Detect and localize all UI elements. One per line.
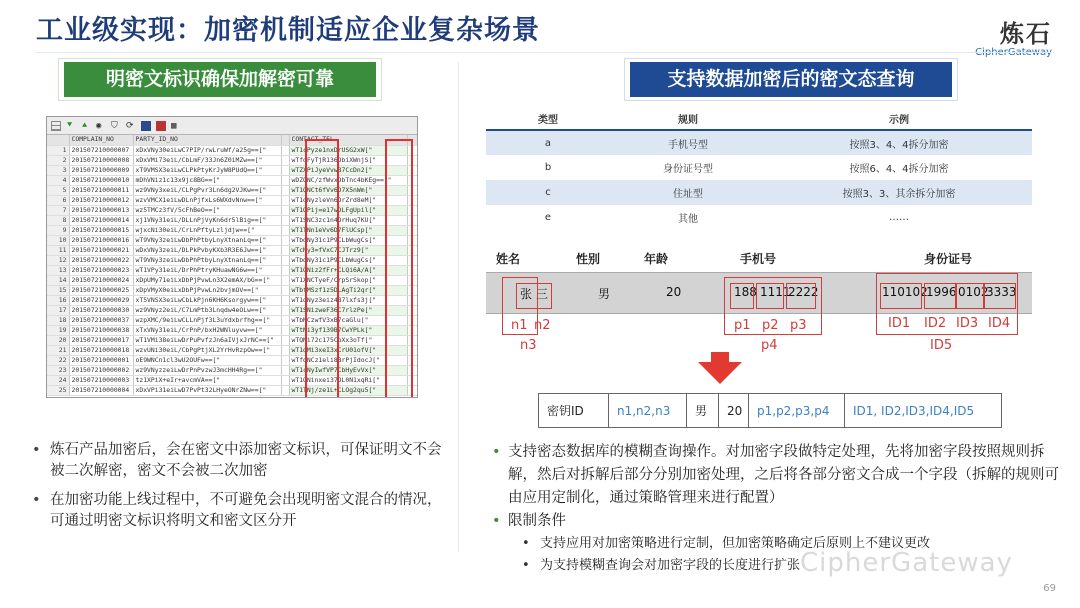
age-cell: 20 (719, 394, 749, 427)
row-number-header (47, 135, 69, 145)
rules-cell: 身份证号型 (610, 155, 766, 180)
table-row[interactable] (47, 215, 418, 225)
complain-no-cell[interactable]: 201507210000017 (69, 335, 133, 345)
party-id-cell[interactable]: wz9VNyz2eiL/C7LmPtb3Lnqdw4eOLw==[" (133, 305, 281, 315)
contact-tel-cell[interactable]: wTfdFyTjR136DbiXWnjS[" (289, 155, 407, 165)
complain-no-cell[interactable]: 201507210000029 (69, 295, 133, 305)
row-number[interactable]: 10 (47, 235, 69, 245)
party-id-cell[interactable]: wT9VNy3zeiLwDbPhPtbyLnyXtnanLq==[" (133, 235, 281, 245)
cell-spacer (281, 265, 289, 275)
row-number[interactable]: 22 (47, 355, 69, 365)
field-header: 手机号 (740, 252, 777, 266)
table-row[interactable] (47, 325, 418, 335)
row-number[interactable]: 21 (47, 345, 69, 355)
complain-no-cell[interactable]: 201507210000014 (69, 215, 133, 225)
cell-spacer (281, 255, 289, 265)
complain-no-cell[interactable]: 201507210000008 (69, 155, 133, 165)
complain-no-cell[interactable]: 201507210000037 (69, 315, 133, 325)
contact-tel-cell[interactable]: wT1dNyz3eiz4B7lxfs3j[" (289, 295, 407, 305)
field-header: 身份证号 (924, 252, 973, 266)
cell-spacer (281, 375, 289, 385)
party-id-cell[interactable]: wz9VNyzzeiLwDrPnPvzwJ3mcHH4Rg==[" (133, 365, 281, 375)
split-label: ID1 (888, 316, 911, 331)
party-id-cell[interactable]: xj1VNy31eiL/DLLnPjVyKn6dr5lBig==[" (133, 215, 281, 225)
cell-spacer (281, 185, 289, 195)
phone-part: 2222 (788, 285, 819, 299)
row-number[interactable]: 15 (47, 285, 69, 295)
split-label: p1 (734, 318, 751, 333)
group-label: n3 (520, 338, 537, 353)
party-id-cell[interactable]: xDxVMi73eiL/CbLmF/33Jn6Z0iMZw==[" (133, 155, 281, 165)
phone-cipher-cell: p1,p2,p3,p4 (749, 394, 845, 427)
table-row[interactable] (47, 145, 418, 155)
rules-row (486, 130, 1032, 155)
gender-cell: 男 (687, 394, 719, 427)
row-number[interactable]: 17 (47, 305, 69, 315)
complain-no-cell[interactable]: 201507210000004 (69, 385, 133, 395)
row-number[interactable]: 5 (47, 185, 69, 195)
id-part-box (984, 283, 1016, 309)
contact-tel-cell[interactable]: wT1QNiz2fFr+CLQi6A/A[" (289, 265, 407, 275)
column-spacer (281, 135, 289, 145)
name-part-box (516, 283, 552, 309)
sheet-toolbar (47, 117, 417, 135)
ciphertext-record (538, 393, 1002, 428)
cell-spacer (281, 285, 289, 295)
contact-tel-cell[interactable]: wT1cNyIwfVP7CbHyEvVx[" (289, 365, 407, 375)
name-part: 三 (536, 287, 549, 301)
contact-tel-cell[interactable]: wTbdNy31c1P9CLbWugCs[" (289, 235, 407, 245)
cell-spacer (281, 205, 289, 215)
contact-tel-cell[interactable]: wT1dMi3xeI3xCrU01ofV[" (289, 345, 407, 355)
complain-no-cell[interactable]: 201507210000015 (69, 225, 133, 235)
row-number[interactable]: 2 (47, 155, 69, 165)
rules-cell: a (486, 130, 610, 155)
contact-tel-cell[interactable]: wTbMCzwfV3xB7caGlu[" (289, 315, 407, 325)
cell-spacer (281, 165, 289, 175)
table-row[interactable] (47, 275, 418, 285)
contact-tel-cell[interactable]: wT1SNizweF36C7rlzPe[" (289, 305, 407, 315)
complain-no-cell[interactable]: 201507210000023 (69, 265, 133, 275)
rules-cell: e (486, 205, 610, 230)
field-header: 姓名 (496, 252, 521, 266)
group-label: p4 (761, 338, 778, 353)
rules-cell: b (486, 155, 610, 180)
binoculars-icon[interactable]: ◉ (96, 120, 102, 131)
down-arrow-icon (698, 362, 742, 384)
party-id-cell[interactable]: oE9WNCn1cl3wU2OUFw==[" (133, 355, 281, 365)
name-cipher-cell: n1,n2,n3 (609, 394, 687, 427)
contact-tel-cell[interactable]: wT1TNn1eVv6D7FlUCsp[" (289, 225, 407, 235)
left-banner: 明密文标识确保加解密可靠 (64, 62, 376, 97)
field-header: 年龄 (644, 252, 669, 266)
party-id-cell[interactable]: wT1VMi38eiLwDrPuPvfzJn6aIVjxJrNC==[" (133, 335, 281, 345)
table-row[interactable] (47, 205, 418, 215)
complain-no-cell[interactable]: 201507210000021 (69, 245, 133, 255)
cell-spacer (281, 195, 289, 205)
phone-part-box (756, 283, 784, 309)
row-number[interactable]: 9 (47, 225, 69, 235)
contact-tel-cell[interactable]: wT1TNj/ze1L+CLOg2qu5[" (289, 385, 407, 395)
table-row[interactable] (47, 335, 418, 345)
rules-cell: 按照6、4、4拆分加密 (766, 155, 1032, 180)
contact-tel-cell[interactable]: wT1XNCTyeF/CrpSrSkop[" (289, 275, 407, 285)
right-sub-bullet: • 支持应用对加密策略进行定制，但加密策略确定后原则上不建议更改 (490, 533, 1062, 555)
cell-spacer (281, 275, 289, 285)
cell-spacer (281, 145, 289, 155)
complain-no-cell[interactable]: 201507210000009 (69, 165, 133, 175)
logo-cn: 炼石 (1000, 20, 1052, 48)
chart-icon[interactable]: ▦ (171, 120, 177, 131)
row-number[interactable]: 4 (47, 175, 69, 185)
rules-header: 示例 (766, 108, 1032, 130)
complain-no-cell[interactable]: 201507210000013 (69, 205, 133, 215)
cell-spacer (281, 315, 289, 325)
save-icon[interactable] (141, 121, 151, 131)
split-label: p3 (790, 318, 807, 333)
cell-spacer (281, 155, 289, 165)
cell-spacer (281, 245, 289, 255)
gender-value: 男 (598, 287, 611, 301)
split-rules-table (486, 108, 1032, 230)
cell-spacer (281, 305, 289, 315)
phone-part: 188 (734, 285, 757, 299)
right-sub-bullet: • 为支持模糊查询会对加密字段的长度进行扩张 (490, 555, 1062, 577)
table-row[interactable] (47, 375, 418, 385)
complain-no-cell[interactable]: 201507210000011 (69, 185, 133, 195)
party-id-cell[interactable]: xDxVNy30eiLwC7PIP/rwLruWf/a25g==[" (133, 145, 281, 155)
refresh-icon[interactable]: ⟳ (126, 120, 134, 131)
table-row[interactable] (47, 185, 418, 195)
rules-row (486, 205, 1032, 230)
cell-spacer (281, 295, 289, 305)
split-label: ID3 (956, 316, 979, 331)
contact-tel-cell[interactable]: wT1SNC3zc1n4OrHuq7KU[" (289, 215, 407, 225)
contact-tel-cell[interactable]: wTfdNCz1eli8BrPjIdocJ[" (289, 355, 407, 365)
id-part: 1996 (926, 285, 957, 299)
row-number[interactable]: 14 (47, 275, 69, 285)
right-banner: 支持数据加密后的密文态查询 (630, 62, 952, 97)
contact-tel-cell[interactable]: wTQNi72c175CbXx3oTf[" (289, 335, 407, 345)
cell-spacer (281, 355, 289, 365)
party-id-cell[interactable]: wT9VNy3zeiLwDbPhPtbyLnyXtnanLq==[" (133, 255, 281, 265)
row-number[interactable]: 16 (47, 295, 69, 305)
contact-tel-cell[interactable]: wT1cPyze1nxDrUSG2xW[" (289, 145, 407, 155)
complain-no-cell[interactable]: 201507210000007 (69, 145, 133, 155)
sort-up-icon[interactable]: ⯅ (81, 120, 89, 131)
party-id-cell[interactable]: xT5VNSX3eiLwCbLkPjn6KH6Ksorgyw==[" (133, 295, 281, 305)
cell-spacer (281, 235, 289, 245)
table-row[interactable] (47, 315, 418, 325)
right-bullet-limit: • 限制条件 (490, 510, 1062, 533)
table-row[interactable] (47, 355, 418, 365)
rules-cell: 其他 (610, 205, 766, 230)
party-id-cell[interactable]: wT1VPy31eiL/DrPhPtryKHuawNG6w==[" (133, 265, 281, 275)
table-row[interactable] (47, 225, 418, 235)
table-row[interactable] (47, 255, 418, 265)
table-row[interactable] (47, 155, 418, 165)
cell-spacer (281, 335, 289, 345)
phone-part-box (786, 283, 816, 309)
contact-tel-cell[interactable]: wTbdNy31c1P9CLbWugCs[" (289, 255, 407, 265)
table-row[interactable] (47, 365, 418, 375)
contact-tel-cell[interactable]: wT1QNinxei37DL0N1xqRi[" (289, 375, 407, 385)
contact-tel-cell[interactable]: wTcMy3=fVxC7CJTrz9[" (289, 245, 407, 255)
row-number[interactable]: 12 (47, 255, 69, 265)
watermark: CipherGateway (800, 548, 1013, 578)
fields-header-row (486, 248, 1032, 268)
rules-cell: 手机号型 (610, 130, 766, 155)
rules-row (486, 155, 1032, 180)
row-number[interactable]: 8 (47, 215, 69, 225)
complain-no-cell[interactable]: 201507210000038 (69, 325, 133, 335)
page-number: 69 (1043, 583, 1056, 594)
contact-tel-cell[interactable]: wTZXPiJyeVvwB7CcDn2[" (289, 165, 407, 175)
age-value: 20 (666, 285, 682, 299)
party-id-cell[interactable]: wzvUNi30eiL/CbPgPtjXL2YrHvRzpOw==[" (133, 345, 281, 355)
left-bullet: • 炼石产品加密后，会在密文中添加密文标识，可保证明文不会被二次解密，密文不会被二次加密 (30, 440, 444, 482)
contact-tel-cell[interactable]: wTbfMSzf1z5DLAgTi2qr[" (289, 285, 407, 295)
id-ciphertext-marker-box (305, 139, 339, 398)
split-label: p2 (762, 318, 779, 333)
party-id-cell[interactable]: xT9VMSX3eiLwCLPkPtyKrJyW8PUdQ==[" (133, 165, 281, 175)
id-part: 110102 (882, 285, 928, 299)
rules-header: 类型 (486, 108, 610, 130)
name-part: 张 (520, 287, 533, 301)
party-id-cell[interactable]: wDxVNy3zeiL/DLPkPvbyKXb3R3E6Jw==[" (133, 245, 281, 255)
complain-no-cell[interactable]: 201507210000001 (69, 355, 133, 365)
table-row[interactable] (47, 305, 418, 315)
column-header[interactable]: CONTACT_TEL (289, 135, 407, 145)
party-id-cell[interactable]: mDhVNiz1c13x9jc8BG==[" (133, 175, 281, 185)
rules-cell: 按照3、4、4拆分加密 (766, 130, 1032, 155)
group-label: ID5 (930, 338, 953, 353)
cell-spacer (281, 345, 289, 355)
id-part-box (956, 283, 984, 309)
title-divider (36, 52, 1052, 53)
row-number[interactable]: 23 (47, 365, 69, 375)
row-number[interactable]: 13 (47, 265, 69, 275)
field-header: 性别 (576, 252, 601, 266)
right-bullet-main: • 支持密态数据库的模糊查询操作。对加密字段做特定处理，先将加密字段按照规则拆解，然后对拆解后部分分别加密处理，之后将各部分密文合成一个字段（拆解的规则可由应用定制化，通过策略管理来进行配置） (490, 441, 1062, 510)
table-row[interactable] (47, 235, 418, 245)
party-id-cell[interactable]: tz1XPiX+eIr+avcmVA==[" (133, 375, 281, 385)
grid-icon[interactable] (51, 121, 61, 131)
complain-no-cell[interactable]: 201507210000003 (69, 375, 133, 385)
complain-no-cell[interactable]: 201507210000018 (69, 345, 133, 355)
complain-no-cell[interactable]: 201507210000010 (69, 175, 133, 185)
table-row[interactable] (47, 285, 418, 295)
phone-part: 1111 (760, 285, 791, 299)
split-label: ID2 (924, 316, 947, 331)
sort-down-icon[interactable]: ⯆ (66, 120, 74, 131)
cell-spacer (281, 215, 289, 225)
party-id-cell[interactable]: wzvVMCX1eiLwDLnPjfxLs6WXdvNnw==[" (133, 195, 281, 205)
column-header[interactable]: PARTY_ID_NO (133, 135, 281, 145)
filter-icon[interactable]: ⛉ (111, 120, 118, 131)
tel-ciphertext-marker-box (385, 139, 413, 398)
table-row[interactable] (47, 385, 418, 395)
party-id-cell[interactable]: xTxVNy31eiL/CrPnP/bxH2WNluyvw==[" (133, 325, 281, 335)
sheet-table (47, 135, 418, 396)
row-number[interactable]: 3 (47, 165, 69, 175)
rules-header: 规则 (610, 108, 766, 130)
complain-no-cell[interactable]: 201507210000030 (69, 305, 133, 315)
table-row[interactable] (47, 245, 418, 255)
table-row[interactable] (47, 195, 418, 205)
id-part: 0102 (958, 285, 989, 299)
export-icon[interactable] (156, 121, 166, 131)
rules-cell: 住址型 (610, 180, 766, 205)
cell-spacer (281, 225, 289, 235)
table-row[interactable] (47, 165, 418, 175)
contact-tel-cell[interactable]: wT1dNyzleVn6DrZrd8eM[" (289, 195, 407, 205)
row-number[interactable]: 19 (47, 325, 69, 335)
cell-spacer (281, 325, 289, 335)
id-cipher-cell: ID1, ID2,ID3,ID4,ID5 (853, 403, 975, 418)
rules-cell: 按照3、3、其余拆分加密 (766, 180, 1032, 205)
complain-no-cell[interactable]: 201507210000024 (69, 275, 133, 285)
cell-spacer (281, 385, 289, 395)
column-header[interactable]: COMPLAIN_NO (69, 135, 133, 145)
row-number[interactable]: 11 (47, 245, 69, 255)
rules-cell: …… (766, 205, 1032, 230)
row-number[interactable]: 24 (47, 375, 69, 385)
party-id-cell[interactable]: wzpXMC/9eiLwCLLnPjf3L3uYdxbrfhg==[" (133, 315, 281, 325)
party-id-cell[interactable]: xDpVMyX0eiLxDbPjPvwLn2bvjmOV==[" (133, 285, 281, 295)
complain-no-cell[interactable]: 201507210000016 (69, 235, 133, 245)
cell-spacer (281, 175, 289, 185)
cell-spacer (281, 365, 289, 375)
party-id-cell[interactable]: wjxcNi30eiL/CrLnPftyLzljdjw==[" (133, 225, 281, 235)
key-id-cell: 密钥ID (539, 394, 609, 427)
table-row[interactable] (47, 295, 418, 305)
complain-no-cell[interactable]: 201507210000002 (69, 365, 133, 375)
contact-tel-cell[interactable]: wT1QNCt6fVv6D7X5nWm[" (289, 185, 407, 195)
party-id-cell[interactable]: wz5TMCz3fV/5cFhBeO==[" (133, 205, 281, 215)
row-number[interactable]: 20 (47, 335, 69, 345)
contact-tel-cell[interactable]: wDZQNC/zfWvxDbTnc4bKEg==[" (289, 175, 407, 185)
phone-part-box (730, 283, 754, 309)
complain-no-cell[interactable]: 201507210000025 (69, 285, 133, 295)
row-number[interactable]: 25 (47, 385, 69, 395)
party-id-cell[interactable]: wz9VNy3xeiL/CLPgPvr3Ln6dg2VJKw==[" (133, 185, 281, 195)
id-part-box (880, 283, 922, 309)
complain-no-cell[interactable]: 201507210000012 (69, 195, 133, 205)
id-part: 3333 (986, 285, 1017, 299)
id-part-box (924, 283, 956, 309)
contact-tel-cell[interactable]: wTtNi3yf139B7CwYPLk[" (289, 325, 407, 335)
row-number[interactable]: 6 (47, 195, 69, 205)
table-row[interactable] (47, 175, 418, 185)
row-number[interactable]: 18 (47, 315, 69, 325)
left-bullet: • 在加密功能上线过程中，不可避免会出现明密文混合的情况，可通过明密文标识将明文和密文区分开 (30, 490, 444, 532)
left-bullets (30, 440, 444, 540)
rules-cell: c (486, 180, 610, 205)
party-id-cell[interactable]: xDxVPi31eiLwD7PvPt32LHyeONrZNw==[" (133, 385, 281, 395)
split-label: n2 (534, 318, 551, 333)
column-divider (458, 62, 459, 552)
party-id-cell[interactable]: xDpUMy71eiLxDbPjPvwLn3X2emAX/bG==[" (133, 275, 281, 285)
row-number[interactable]: 7 (47, 205, 69, 215)
rules-row (486, 180, 1032, 205)
complain-no-cell[interactable]: 201507210000022 (69, 255, 133, 265)
table-row[interactable] (47, 345, 418, 355)
split-label: ID4 (988, 316, 1011, 331)
table-row[interactable] (47, 265, 418, 275)
page-title: 工业级实现：加密机制适应企业复杂场景 (36, 15, 540, 46)
ciphertext-spreadsheet (46, 116, 418, 398)
row-number[interactable]: 1 (47, 145, 69, 155)
contact-tel-cell[interactable]: wT1OPij=e17wDLFgUpil[" (289, 205, 407, 215)
split-label: n1 (511, 318, 528, 333)
